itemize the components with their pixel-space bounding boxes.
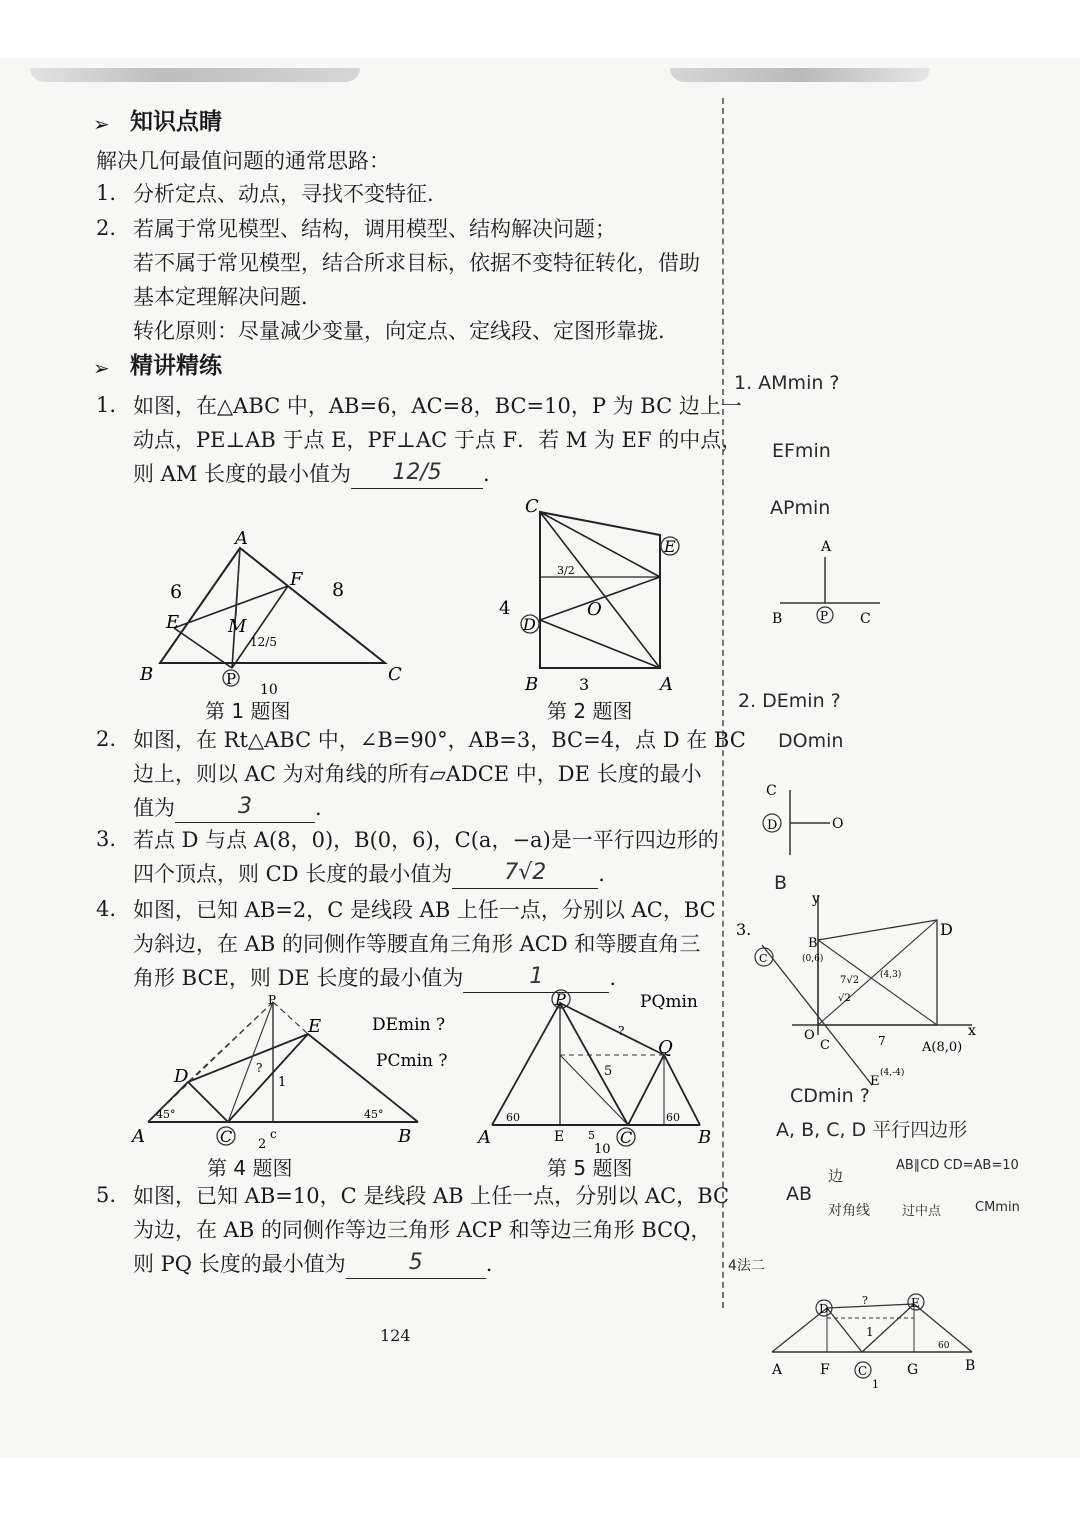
sketch-E: E	[911, 1296, 920, 1310]
answer-blank-2	[175, 794, 315, 823]
problem-3-line	[133, 859, 605, 889]
sketch-A: A(8,0)	[922, 1040, 963, 1055]
answer-blank-5	[346, 1250, 486, 1279]
answer-blank-1	[351, 460, 483, 489]
label-D: D	[523, 615, 536, 634]
problem-2-line: 边上，则以 AC 为对角线的所有▱ADCE 中，DE 长度的最小	[133, 762, 702, 786]
problem-2-line	[133, 793, 322, 823]
problem-1-line: 动点，PE⊥AB 于点 E，PF⊥AC 于点 F．若 M 为 EF 的中点，	[133, 428, 743, 452]
sketch-1: 1	[866, 1325, 874, 1339]
sketch-D: D	[940, 920, 953, 939]
period: .	[609, 966, 617, 990]
answer-blank-3	[452, 860, 598, 889]
label-E: E	[166, 612, 180, 633]
sketch-A: A	[821, 539, 832, 555]
mark-5: 5	[588, 1129, 595, 1142]
note-1-sketch	[770, 535, 910, 630]
label-A: A	[235, 528, 248, 549]
angle-45: 45°	[364, 1108, 384, 1121]
note-2-sketch	[760, 775, 880, 860]
mark-c: c	[270, 1127, 277, 1141]
label-E: E	[664, 537, 676, 556]
problem-5-line: 为边，在 AB 的同侧作等边三角形 ACP 和等边三角形 BCQ，	[133, 1218, 712, 1242]
label-C: C	[388, 664, 402, 685]
label-A: A	[132, 1126, 145, 1147]
sketch-D: D	[767, 818, 778, 833]
handwritten-answer: 3	[238, 794, 252, 819]
label-B: B	[398, 1126, 412, 1147]
sketch-3: 3.	[736, 920, 752, 939]
column-divider	[722, 98, 724, 1308]
handwritten-answer: 5	[408, 1250, 423, 1275]
label-O: O	[587, 599, 602, 620]
figure-1	[140, 528, 420, 698]
label-Q: Q	[658, 1037, 673, 1058]
sketch-C: C	[858, 1364, 868, 1378]
section-title-knowledge: 知识点睛	[130, 109, 222, 135]
label-C: C	[525, 496, 539, 517]
length-5: 5	[604, 1064, 613, 1079]
problem-5-line: 如图，已知 AB=10，C 是线段 AB 上任一点，分别以 AC，BC	[133, 1184, 730, 1208]
sketch-b06: (0,6)	[802, 954, 824, 964]
problem-1-line: 如图，在△ABC 中，AB=6，AC=8，BC=10，P 为 BC 边上一	[133, 394, 742, 418]
problem-2-line: 如图，在 Rt△ABC 中，∠B=90°，AB=3，BC=4，点 D 在 BC	[133, 728, 746, 752]
point-number: 2.	[96, 216, 117, 240]
figure-2	[495, 490, 695, 700]
sketch-r1: 7√2	[840, 975, 860, 986]
label-E: E	[554, 1129, 565, 1145]
note-3-diag: 对角线	[828, 1203, 870, 1219]
sketch-A: A	[772, 1362, 783, 1378]
sketch-D: D	[819, 1302, 829, 1316]
note-pqmin: PQmin	[640, 992, 698, 1012]
sketch-C: C	[860, 611, 871, 627]
label-C: C	[220, 1127, 233, 1146]
label-B: B	[525, 674, 539, 695]
side-10: 10	[594, 1142, 611, 1155]
note-1b: EFmin	[772, 440, 831, 462]
side-8: 8	[332, 579, 345, 601]
sketch-E44: (4,-4)	[880, 1068, 905, 1078]
period: .	[598, 862, 605, 886]
sketch-C: C	[759, 952, 768, 965]
label-A: A	[660, 674, 673, 695]
note-3-ab: AB	[786, 1183, 813, 1205]
note-2: 2. DEmin ?	[738, 690, 841, 712]
binding-shadow-right	[670, 68, 930, 82]
period: .	[485, 1252, 493, 1276]
note-3-par: AB∥CD CD=AB=10	[896, 1158, 1019, 1173]
problem-number: 1.	[96, 393, 117, 417]
note-3-mid: 过中点	[902, 1204, 942, 1219]
label-F: F	[290, 569, 303, 590]
angle-60: 60	[506, 1111, 520, 1124]
label-B: B	[140, 664, 154, 685]
label-M: M	[228, 616, 247, 637]
figure-5-caption: 第 5 题图	[547, 1156, 633, 1180]
section-title-practice: 精讲精练	[130, 353, 222, 379]
note-2b: DOmin	[778, 730, 844, 752]
side-3: 3	[579, 675, 590, 694]
note-demin: DEmin ?	[372, 1015, 446, 1035]
sketch-O: O	[832, 816, 844, 832]
angle-45: 45°	[156, 1108, 176, 1121]
figure-4	[128, 990, 458, 1155]
handwritten-answer: 7√2	[504, 860, 547, 885]
problem-4-line: 为斜边，在 AB 的同侧作等腰直角三角形 ACD 和等腰直角三	[133, 932, 701, 956]
note-5-sketch	[762, 1290, 992, 1395]
sketch-7: 7	[878, 1034, 886, 1048]
note-1c: APmin	[770, 497, 831, 519]
note-pcmin: PCmin ?	[376, 1051, 448, 1071]
side-6: 6	[170, 581, 183, 603]
mark-q: ?	[256, 1061, 263, 1075]
label-A: A	[478, 1127, 491, 1148]
label-C: C	[620, 1128, 633, 1147]
note-3-parallelogram: A, B, C, D 平行四边形	[776, 1119, 968, 1141]
problem-2-text: 值为	[133, 796, 175, 820]
figure-2-caption: 第 2 题图	[547, 699, 633, 723]
mark-q: ?	[618, 1024, 625, 1038]
point-number: 1.	[96, 181, 117, 205]
problem-4-text: 角形 BCE，则 DE 长度的最小值为	[133, 966, 464, 990]
note-3-side: 边	[828, 1167, 844, 1185]
note-3-cdmin: CDmin ?	[790, 1085, 870, 1107]
handwritten-answer: 1	[529, 964, 544, 989]
note-3-sketch	[732, 885, 992, 1095]
sketch-O: O	[804, 1028, 815, 1043]
period: .	[483, 462, 490, 486]
label-P: P	[268, 993, 277, 1007]
note-3-cmmin: CMmin	[975, 1200, 1020, 1215]
sketch-x: x	[968, 1023, 976, 1039]
section-arrow-icon: ➢	[93, 112, 110, 136]
period: .	[315, 796, 322, 820]
sketch-60: 60	[938, 1341, 950, 1351]
length-note: 3/2	[557, 564, 575, 577]
principle-text: 转化原则：尽量减少变量，向定点、定线段、定图形靠拢.	[133, 319, 665, 343]
page-number: 124	[380, 1326, 411, 1345]
label-B: B	[698, 1127, 712, 1148]
point-text: 若属于常见模型、结构，调用模型、结构解决问题；	[133, 217, 616, 241]
problem-3-line: 若点 D 与点 A(8，0)，B(0，6)，C(a，−a)是一平行四边形的	[133, 828, 719, 852]
label-P: P	[226, 670, 237, 688]
sketch-y: y	[812, 891, 820, 907]
problem-4-line: 如图，已知 AB=2，C 是线段 AB 上任一点，分别以 AC，BC	[133, 898, 716, 922]
label-E: E	[308, 1016, 322, 1037]
note-5: 4法二	[728, 1258, 765, 1274]
problem-number: 5.	[96, 1183, 117, 1207]
sketch-r2: √2	[838, 993, 851, 1004]
label-D: D	[174, 1066, 189, 1087]
sketch-E: E	[870, 1074, 880, 1089]
problem-number: 4.	[96, 897, 117, 921]
sketch-C-origin: C	[820, 1038, 830, 1053]
problem-5-line	[133, 1249, 492, 1279]
sketch-G: G	[907, 1362, 919, 1378]
problem-3-text: 四个顶点，则 CD 长度的最小值为	[133, 862, 453, 886]
angle-60: 60	[666, 1111, 680, 1124]
note-1: 1. AMmin ?	[734, 372, 840, 394]
sketch-sub: 1	[872, 1378, 879, 1391]
point-text: 分析定点、动点，寻找不变特征.	[133, 182, 434, 206]
sketch-pt: (4,3)	[880, 970, 902, 980]
sketch-P: P	[820, 609, 829, 623]
sketch-q: ?	[862, 1294, 868, 1307]
sketch-C: C	[766, 783, 777, 799]
sketch-B: B	[965, 1358, 976, 1374]
sketch-F: F	[820, 1362, 830, 1378]
side-10: 10	[260, 682, 278, 698]
intro-text: 解决几何最值问题的通常思路：	[96, 149, 390, 173]
handwritten-answer: 12/5	[392, 460, 442, 485]
side-2: 2	[258, 1137, 267, 1152]
problem-1-text: 则 AM 长度的最小值为	[133, 462, 352, 486]
sketch-B: B	[772, 611, 783, 627]
point-text-continued: 基本定理解决问题.	[133, 285, 308, 309]
height-1: 1	[278, 1075, 287, 1090]
problem-number: 3.	[96, 827, 117, 851]
problem-number: 2.	[96, 727, 117, 751]
problem-1-line	[133, 459, 490, 489]
note-3-B: B	[774, 872, 788, 894]
label-P: P	[555, 990, 566, 1009]
section-arrow-icon: ➢	[93, 356, 110, 380]
point-text-continued: 若不属于常见模型，结合所求目标，依据不变特征转化，借助	[133, 251, 700, 275]
figure-5	[470, 985, 720, 1155]
length-note: 12/5	[250, 635, 277, 649]
side-4: 4	[499, 598, 511, 619]
figure-1-caption: 第 1 题图	[205, 699, 291, 723]
figure-4-caption: 第 4 题图	[207, 1156, 293, 1180]
problem-5-text: 则 PQ 长度的最小值为	[133, 1252, 346, 1276]
sketch-B: B	[808, 936, 818, 951]
binding-shadow-left	[30, 68, 360, 82]
